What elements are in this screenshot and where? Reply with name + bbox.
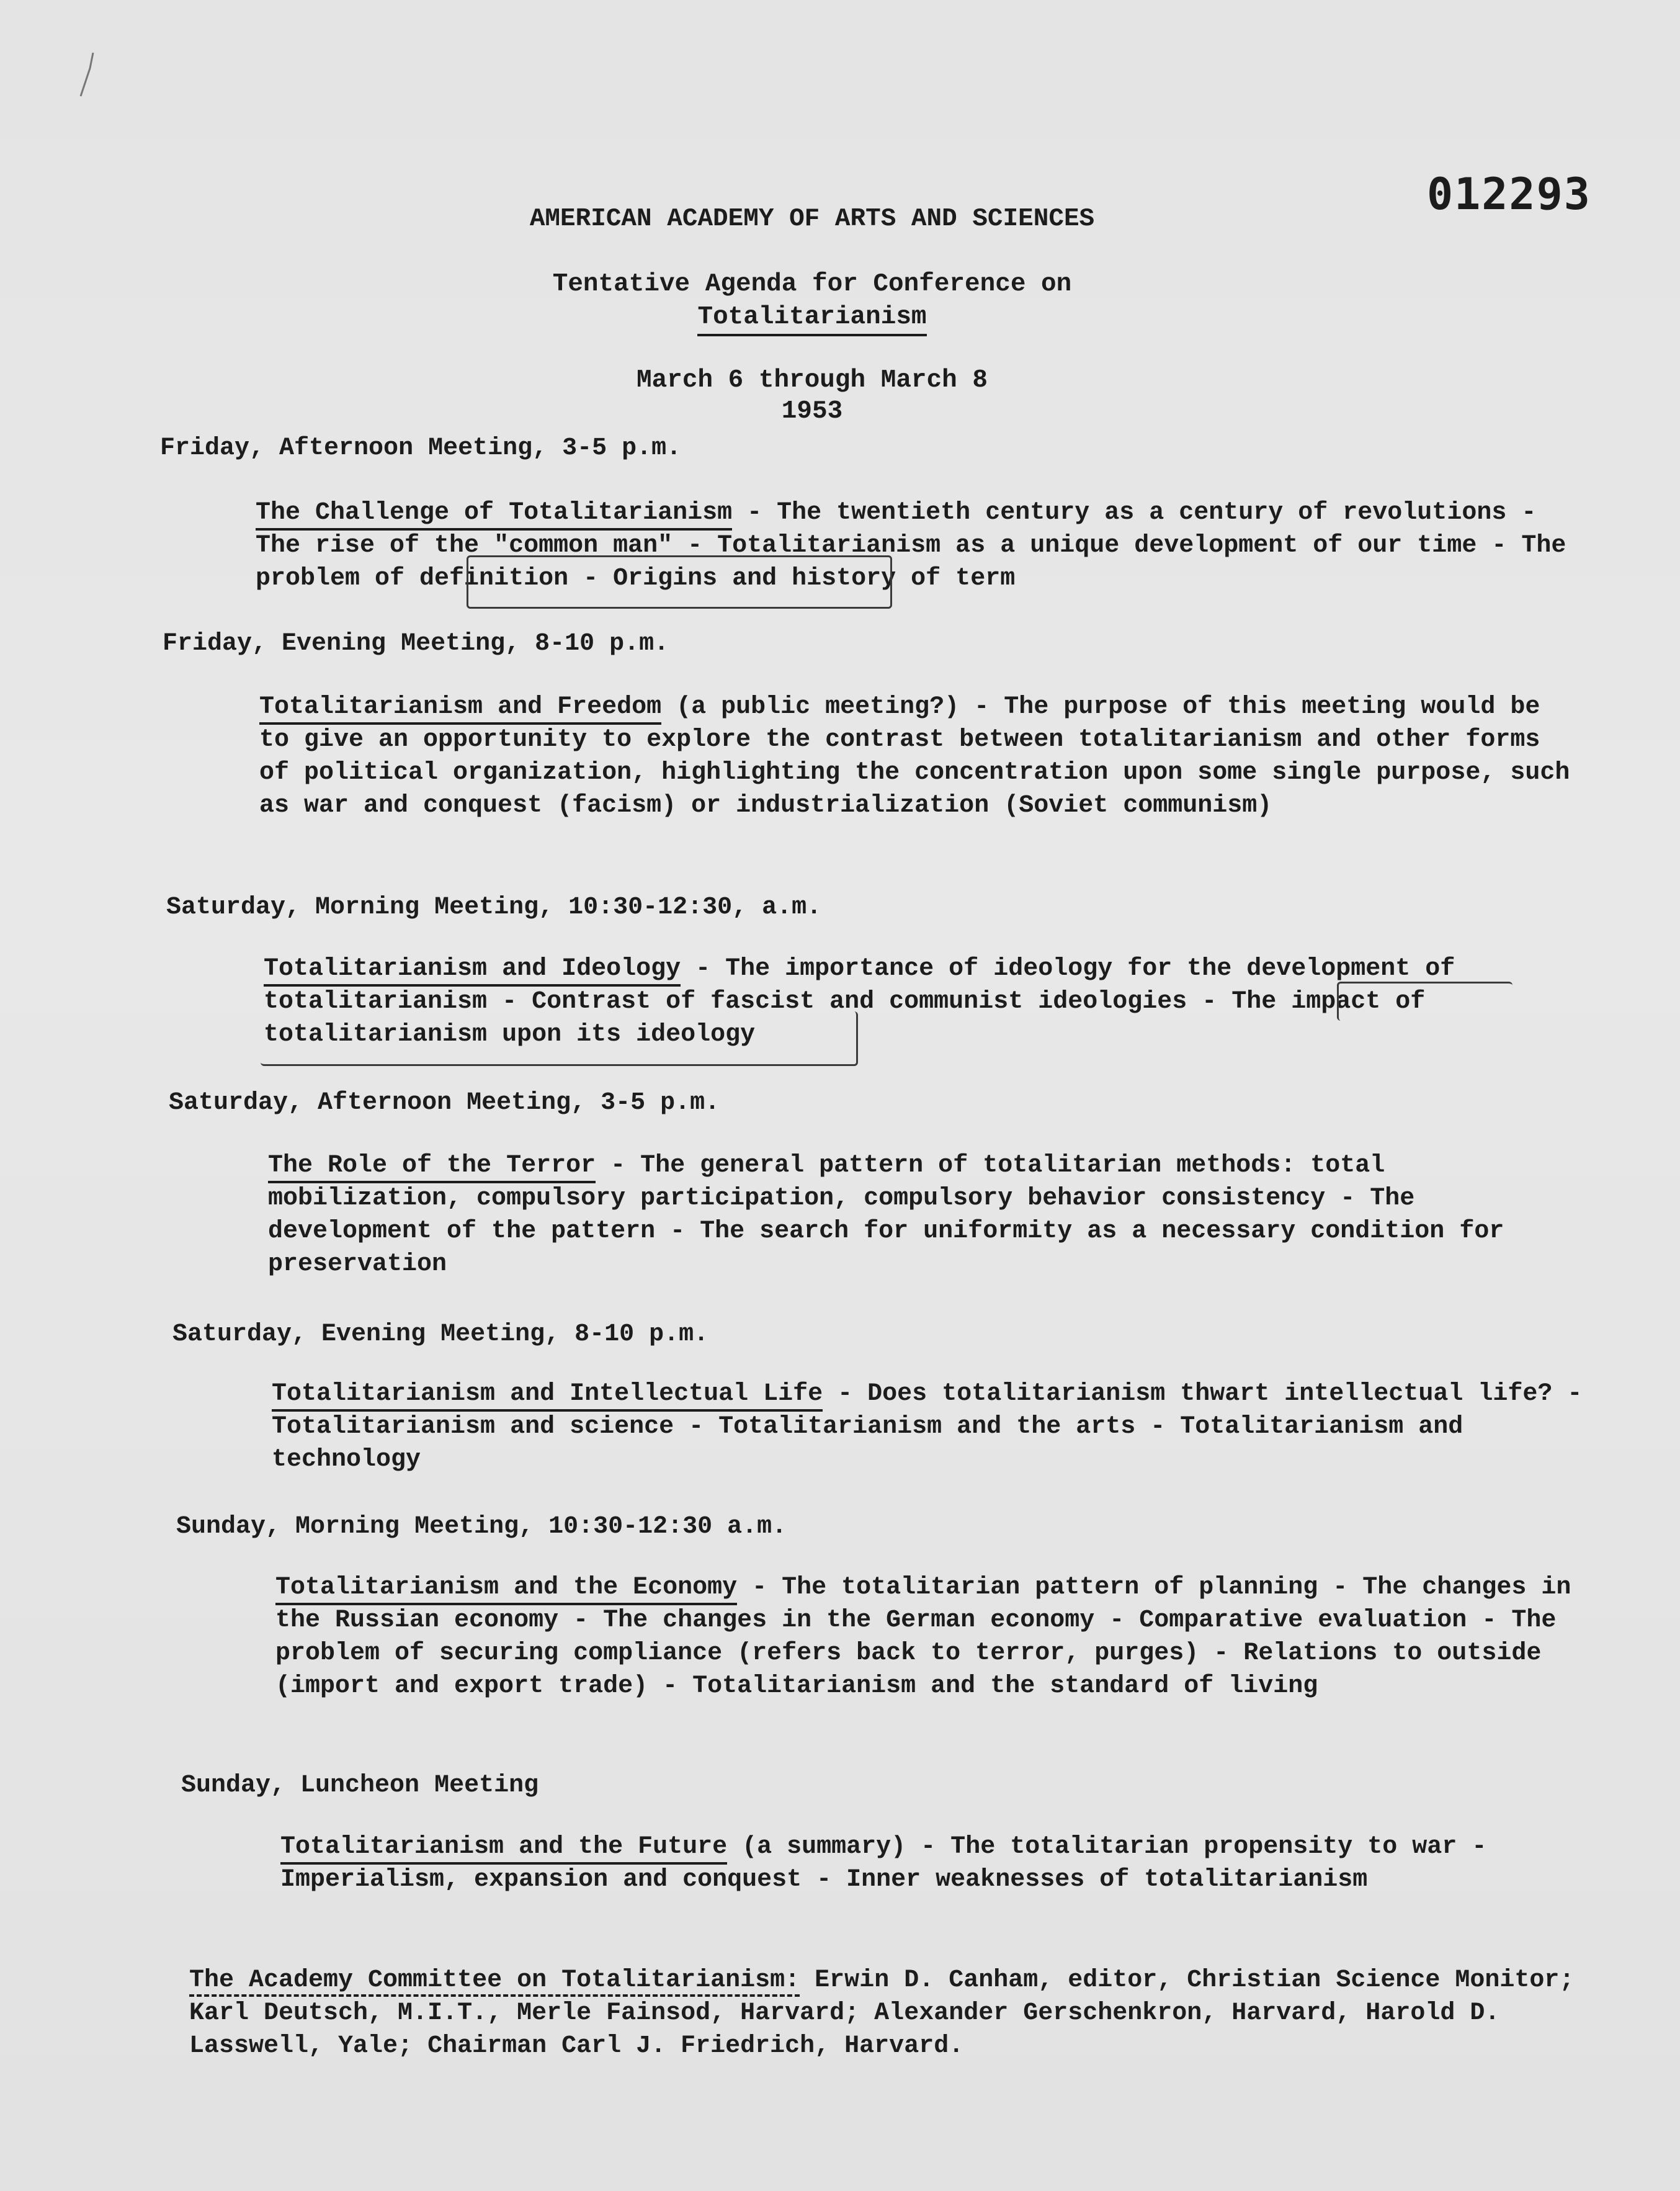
pencil-mark-icon xyxy=(74,50,99,99)
session-heading: Saturday, Morning Meeting, 10:30-12:30, a.m. xyxy=(166,894,822,921)
committee-members: Erwin D. Canham, editor, Christian Science Monitor; Karl Deutsch, M.I.T., Merle Fainsod, Harvard; Alexander Gerschenkron, Harvard, Harold D. Lasswell, Yale; Chairman Carl J. Friedrich, Harvard. xyxy=(189,1966,1575,2060)
session-details: - Does totalitarianism thwart intellectual life? - Totalitarianism and science - Totalitarianism and the arts - Totalitarianism and technology xyxy=(272,1380,1583,1474)
session-details: (a summary) - The totalitarian propensity to war - Imperialism, expansion and conquest - Inner weaknesses of totalitarianism xyxy=(280,1833,1487,1894)
session-description xyxy=(280,1830,1602,1896)
session-description xyxy=(256,496,1577,595)
session-description xyxy=(259,691,1581,822)
committee-list xyxy=(189,1964,1591,2063)
session-topic: The Challenge of Totalitarianism xyxy=(256,499,732,531)
agenda-title: Tentative Agenda for Conference on xyxy=(552,270,1072,298)
agenda-subject-text: Totalitarianism xyxy=(697,303,926,336)
session-topic: Totalitarianism and Ideology xyxy=(264,955,681,987)
session-details: - The twentieth century as a century of revolutions - The rise of the "common man" - Totalitarianism as a unique development of our time - The problem of definition - Origins and history of term xyxy=(256,499,1566,593)
session-description xyxy=(268,1149,1589,1281)
session-topic: Totalitarianism and Intellectual Life xyxy=(272,1380,823,1412)
conference-dates: March 6 through March 8 xyxy=(637,366,988,395)
committee-label: The Academy Committee on Totalitarianism: xyxy=(189,1966,800,1997)
document-number: 012293 xyxy=(1427,169,1591,220)
session-topic: The Role of the Terror xyxy=(268,1152,596,1183)
session-topic: Totalitarianism and the Economy xyxy=(275,1574,737,1605)
session-description xyxy=(264,952,1585,1051)
session-details: - The general pattern of totalitarian methods: total mobilization, compulsory participation, compulsory behavior consistency - The development of the pattern - The search for uniformity as a necessary condition for preservation xyxy=(268,1152,1504,1278)
session-heading: Sunday, Morning Meeting, 10:30-12:30 a.m. xyxy=(176,1513,787,1541)
session-description xyxy=(275,1571,1597,1703)
session-topic: Totalitarianism and the Future xyxy=(280,1833,727,1865)
session-details: - The importance of ideology for the development of totalitarianism - Contrast of fascist and communist ideologies - The impact of totalitarianism upon its ideology xyxy=(264,955,1455,1049)
session-topic: Totalitarianism and Freedom xyxy=(259,693,661,725)
conference-year: 1953 xyxy=(781,397,843,426)
session-heading: Sunday, Luncheon Meeting xyxy=(181,1772,539,1799)
session-description xyxy=(272,1378,1593,1476)
session-heading: Saturday, Evening Meeting, 8-10 p.m. xyxy=(172,1320,709,1348)
session-details: - The totalitarian pattern of planning - The changes in the Russian economy - The changes in the German economy - Comparative evaluation - The problem of securing compliance (refers back to terror, purges) - Relations to outside (import and export trade) - Totalitarianism and the standard of living xyxy=(275,1574,1571,1700)
session-heading: Saturday, Afternoon Meeting, 3-5 p.m. xyxy=(169,1089,720,1117)
organization-title: AMERICAN ACADEMY OF ARTS AND SCIENCES xyxy=(529,205,1095,233)
session-heading: Friday, Afternoon Meeting, 3-5 p.m. xyxy=(160,434,682,462)
agenda-subject xyxy=(0,303,1652,331)
session-heading: Friday, Evening Meeting, 8-10 p.m. xyxy=(163,630,669,658)
session-details: (a public meeting?) - The purpose of this meeting would be to give an opportunity to explore the contrast between totalitarianism and other forms of political organization, highlighting the concentration upon some single purpose, such as war and conquest (facism) or industrialization (Soviet communism) xyxy=(259,693,1570,820)
